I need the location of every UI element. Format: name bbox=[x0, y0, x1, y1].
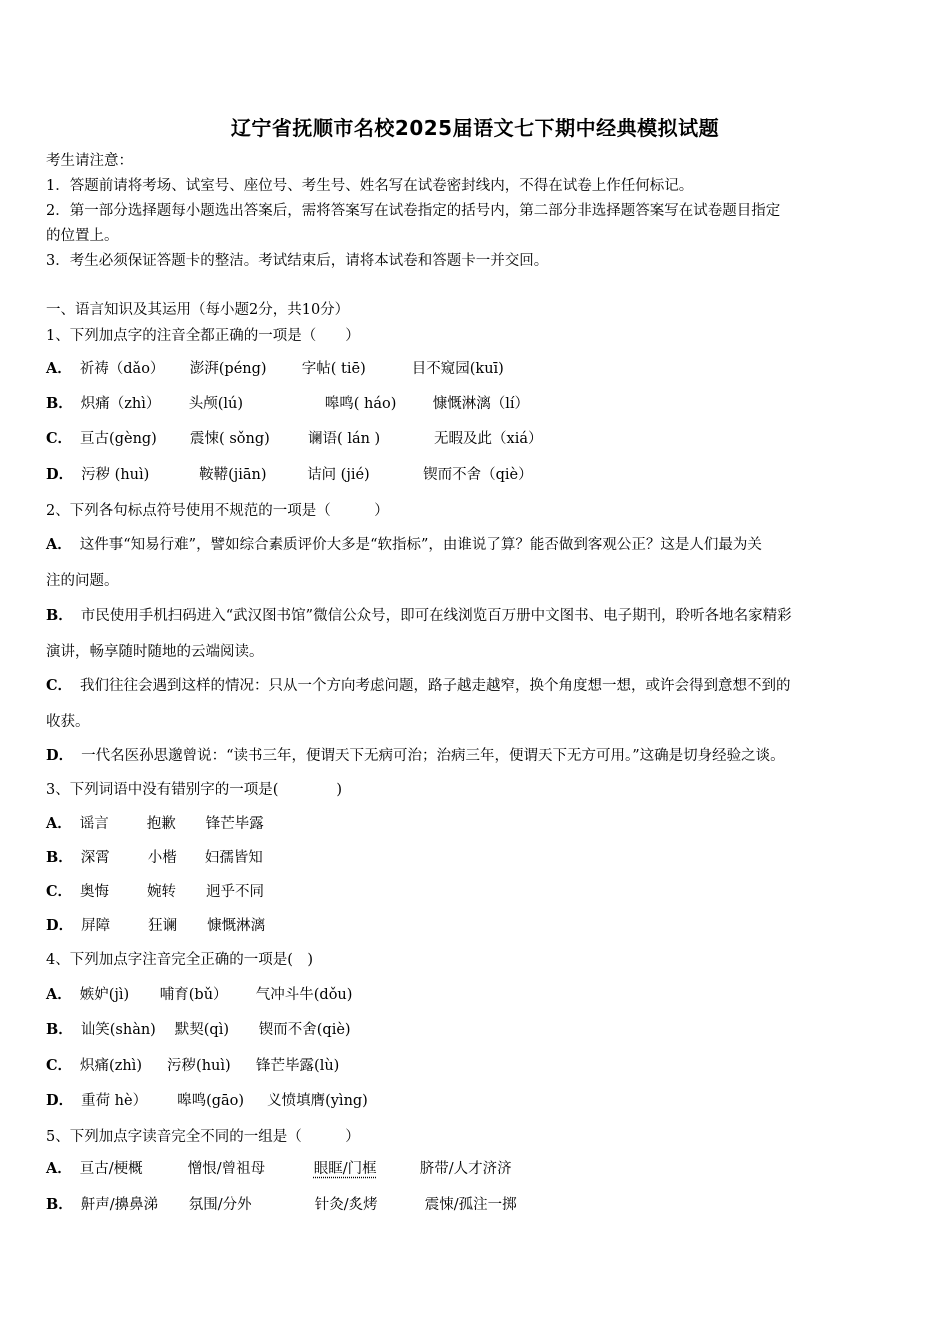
notice-item-1: 1．答题前请将考场、试室号、座位号、考生号、姓名写在试卷密封线内，不得在试卷上作任何标记。 bbox=[46, 178, 694, 194]
question-3-stem: 3、下列词语中没有错别字的一项是( ) bbox=[46, 782, 343, 798]
question-4-stem: 4、下列加点字注音完全正确的一项是( ) bbox=[46, 952, 314, 968]
q1-option-a bbox=[46, 359, 504, 379]
option-label: B． bbox=[46, 1196, 73, 1213]
section-heading: 一、语言知识及其运用（每小题2分，共10分） bbox=[46, 302, 350, 318]
q2-option-b bbox=[46, 606, 792, 626]
item: 祈祷（dǎo） bbox=[79, 361, 165, 377]
option-label: D． bbox=[46, 917, 74, 934]
option-label: C． bbox=[46, 883, 73, 900]
notice-item-2-cont: 的位置上。 bbox=[46, 228, 119, 244]
item: 亘古/梗概 bbox=[79, 1161, 143, 1177]
item: 针灸/炙烤 bbox=[314, 1197, 378, 1213]
option-text: 我们往往会遇到这样的情况：只从一个方向考虑问题，路子越走越窄，换个角度想一想，或许会得到意想不到的 bbox=[80, 678, 791, 694]
option-label: D． bbox=[46, 1092, 74, 1109]
question-2-stem: 2、下列各句标点符号使用不规范的一项是（ ） bbox=[46, 503, 389, 519]
item: 无暇及此（xiá） bbox=[434, 431, 543, 447]
item: 鼾声/擤鼻涕 bbox=[80, 1197, 159, 1213]
q4-option-b bbox=[46, 1020, 351, 1040]
item: 屏障 bbox=[81, 918, 111, 934]
item: 深霄 bbox=[80, 850, 110, 866]
item: 嗥鸣(gāo) bbox=[177, 1093, 245, 1109]
q2-option-a-cont: 注的问题。 bbox=[46, 573, 119, 589]
item: 污秽(huì) bbox=[167, 1058, 231, 1074]
item: 谣言 bbox=[79, 816, 109, 832]
item: 震悚( sǒng) bbox=[190, 431, 270, 447]
item: 亘古(gèng) bbox=[80, 431, 157, 447]
q2-option-a bbox=[46, 535, 762, 555]
item: 谰语( lán ) bbox=[308, 431, 381, 447]
q2-option-c-cont: 收获。 bbox=[46, 714, 90, 730]
option-label: B． bbox=[46, 1021, 73, 1038]
item: 重荷 hè） bbox=[81, 1093, 148, 1109]
q2-option-b-cont: 演讲，畅享随时随地的云端阅读。 bbox=[46, 644, 264, 660]
q2-option-c bbox=[46, 676, 791, 696]
item: 嗥鸣( háo) bbox=[324, 396, 397, 412]
item: 锋芒毕露(lù) bbox=[256, 1058, 340, 1074]
notice-item-2: 2．第一部分选择题每小题选出答案后，需将答案写在试卷指定的括号内，第二部分非选择题答案写在试卷题目指定 bbox=[46, 203, 781, 219]
item: 狂谰 bbox=[148, 918, 178, 934]
item: 诘问 (jié) bbox=[307, 467, 370, 483]
q4-option-d bbox=[46, 1091, 368, 1111]
item: 妇孺皆知 bbox=[204, 850, 263, 866]
option-label: A． bbox=[46, 986, 72, 1003]
q1-option-c bbox=[46, 429, 543, 449]
option-text: 市民使用手机扫码进入“武汉图书馆”微信公众号，即可在线浏览百万册中文图书、电子期刊，聆听各地名家精彩 bbox=[80, 608, 792, 624]
option-label: B． bbox=[46, 395, 73, 412]
question-1-stem: 1、下列加点字的注音全都正确的一项是（ ） bbox=[46, 328, 360, 344]
q1-option-d bbox=[46, 465, 533, 485]
item: 头颅(lú) bbox=[188, 396, 244, 412]
item: 鞍鞯(jiān) bbox=[199, 467, 267, 483]
option-label: C． bbox=[46, 677, 73, 694]
item: 义愤填膺(yìng) bbox=[267, 1093, 368, 1109]
option-label: A． bbox=[46, 536, 72, 553]
option-label: C． bbox=[46, 430, 73, 447]
item: 污秽 (huì) bbox=[81, 467, 150, 483]
option-label: B． bbox=[46, 607, 73, 624]
item: 憎恨/曾祖母 bbox=[187, 1161, 266, 1177]
option-label: D． bbox=[46, 747, 74, 764]
option-text: 一代名医孙思邈曾说：“读书三年，便谓天下无病可治；治病三年，便谓天下无方可用。”这确是切身经验之谈。 bbox=[81, 748, 785, 764]
q3-option-a bbox=[46, 814, 264, 834]
item: 锋芒毕露 bbox=[205, 816, 264, 832]
item: 目不窥园(kuī) bbox=[411, 361, 504, 377]
item: 气冲斗牛(dǒu) bbox=[255, 987, 353, 1003]
item: 炽痛(zhì) bbox=[80, 1058, 142, 1074]
notice-heading: 考生请注意： bbox=[46, 153, 133, 169]
item: 锲而不舍(qiè) bbox=[258, 1022, 351, 1038]
item: 慷慨淋漓 bbox=[207, 918, 266, 934]
option-label: A． bbox=[46, 360, 72, 377]
option-label: A． bbox=[46, 1160, 72, 1177]
item: 讪笑(shàn) bbox=[80, 1022, 156, 1038]
q3-option-c bbox=[46, 882, 264, 902]
option-text: 这件事“知易行难”，譬如综合素质评价大多是“软指标”，由谁说了算？能否做到客观公正？这是人们最为关 bbox=[79, 537, 762, 553]
option-label: B． bbox=[46, 849, 73, 866]
item: 哺育(bǔ） bbox=[159, 987, 228, 1003]
item: 锲而不舍（qiè） bbox=[423, 467, 533, 483]
item: 小楷 bbox=[147, 850, 177, 866]
item: 脐带/人才济济 bbox=[419, 1161, 512, 1177]
item: 澎湃(péng) bbox=[189, 361, 267, 377]
item: 慷慨淋漓（lí） bbox=[432, 396, 530, 412]
q2-option-d bbox=[46, 746, 785, 766]
item: 震悚/孤注一掷 bbox=[424, 1197, 517, 1213]
option-label: A． bbox=[46, 815, 72, 832]
item: 抱歉 bbox=[146, 816, 176, 832]
item: 迥乎不同 bbox=[206, 884, 265, 900]
item: 默契(qì) bbox=[174, 1022, 229, 1038]
item: 眼眶/门框 bbox=[313, 1161, 377, 1177]
item: 奥悔 bbox=[80, 884, 110, 900]
option-label: D． bbox=[46, 466, 74, 483]
q3-option-b bbox=[46, 848, 263, 868]
q4-option-a bbox=[46, 985, 352, 1005]
q4-option-c bbox=[46, 1056, 339, 1076]
option-label: C． bbox=[46, 1057, 73, 1074]
item: 氛围/分外 bbox=[188, 1197, 252, 1213]
question-5-stem: 5、下列加点字读音完全不同的一组是（ ） bbox=[46, 1129, 360, 1145]
item: 炽痛（zhì） bbox=[80, 396, 161, 412]
q3-option-d bbox=[46, 916, 265, 936]
q1-option-b bbox=[46, 394, 529, 414]
item: 字帖( tiē) bbox=[301, 361, 366, 377]
item: 嫉妒(jì) bbox=[79, 987, 130, 1003]
page-title: 辽宁省抚顺市名校2025届语文七下期中经典模拟试题 bbox=[230, 116, 720, 140]
notice-item-3: 3．考生必须保证答题卡的整洁。考试结束后，请将本试卷和答题卡一并交回。 bbox=[46, 253, 549, 269]
item: 婉转 bbox=[147, 884, 177, 900]
q5-option-b bbox=[46, 1195, 517, 1215]
q5-option-a bbox=[46, 1159, 512, 1179]
